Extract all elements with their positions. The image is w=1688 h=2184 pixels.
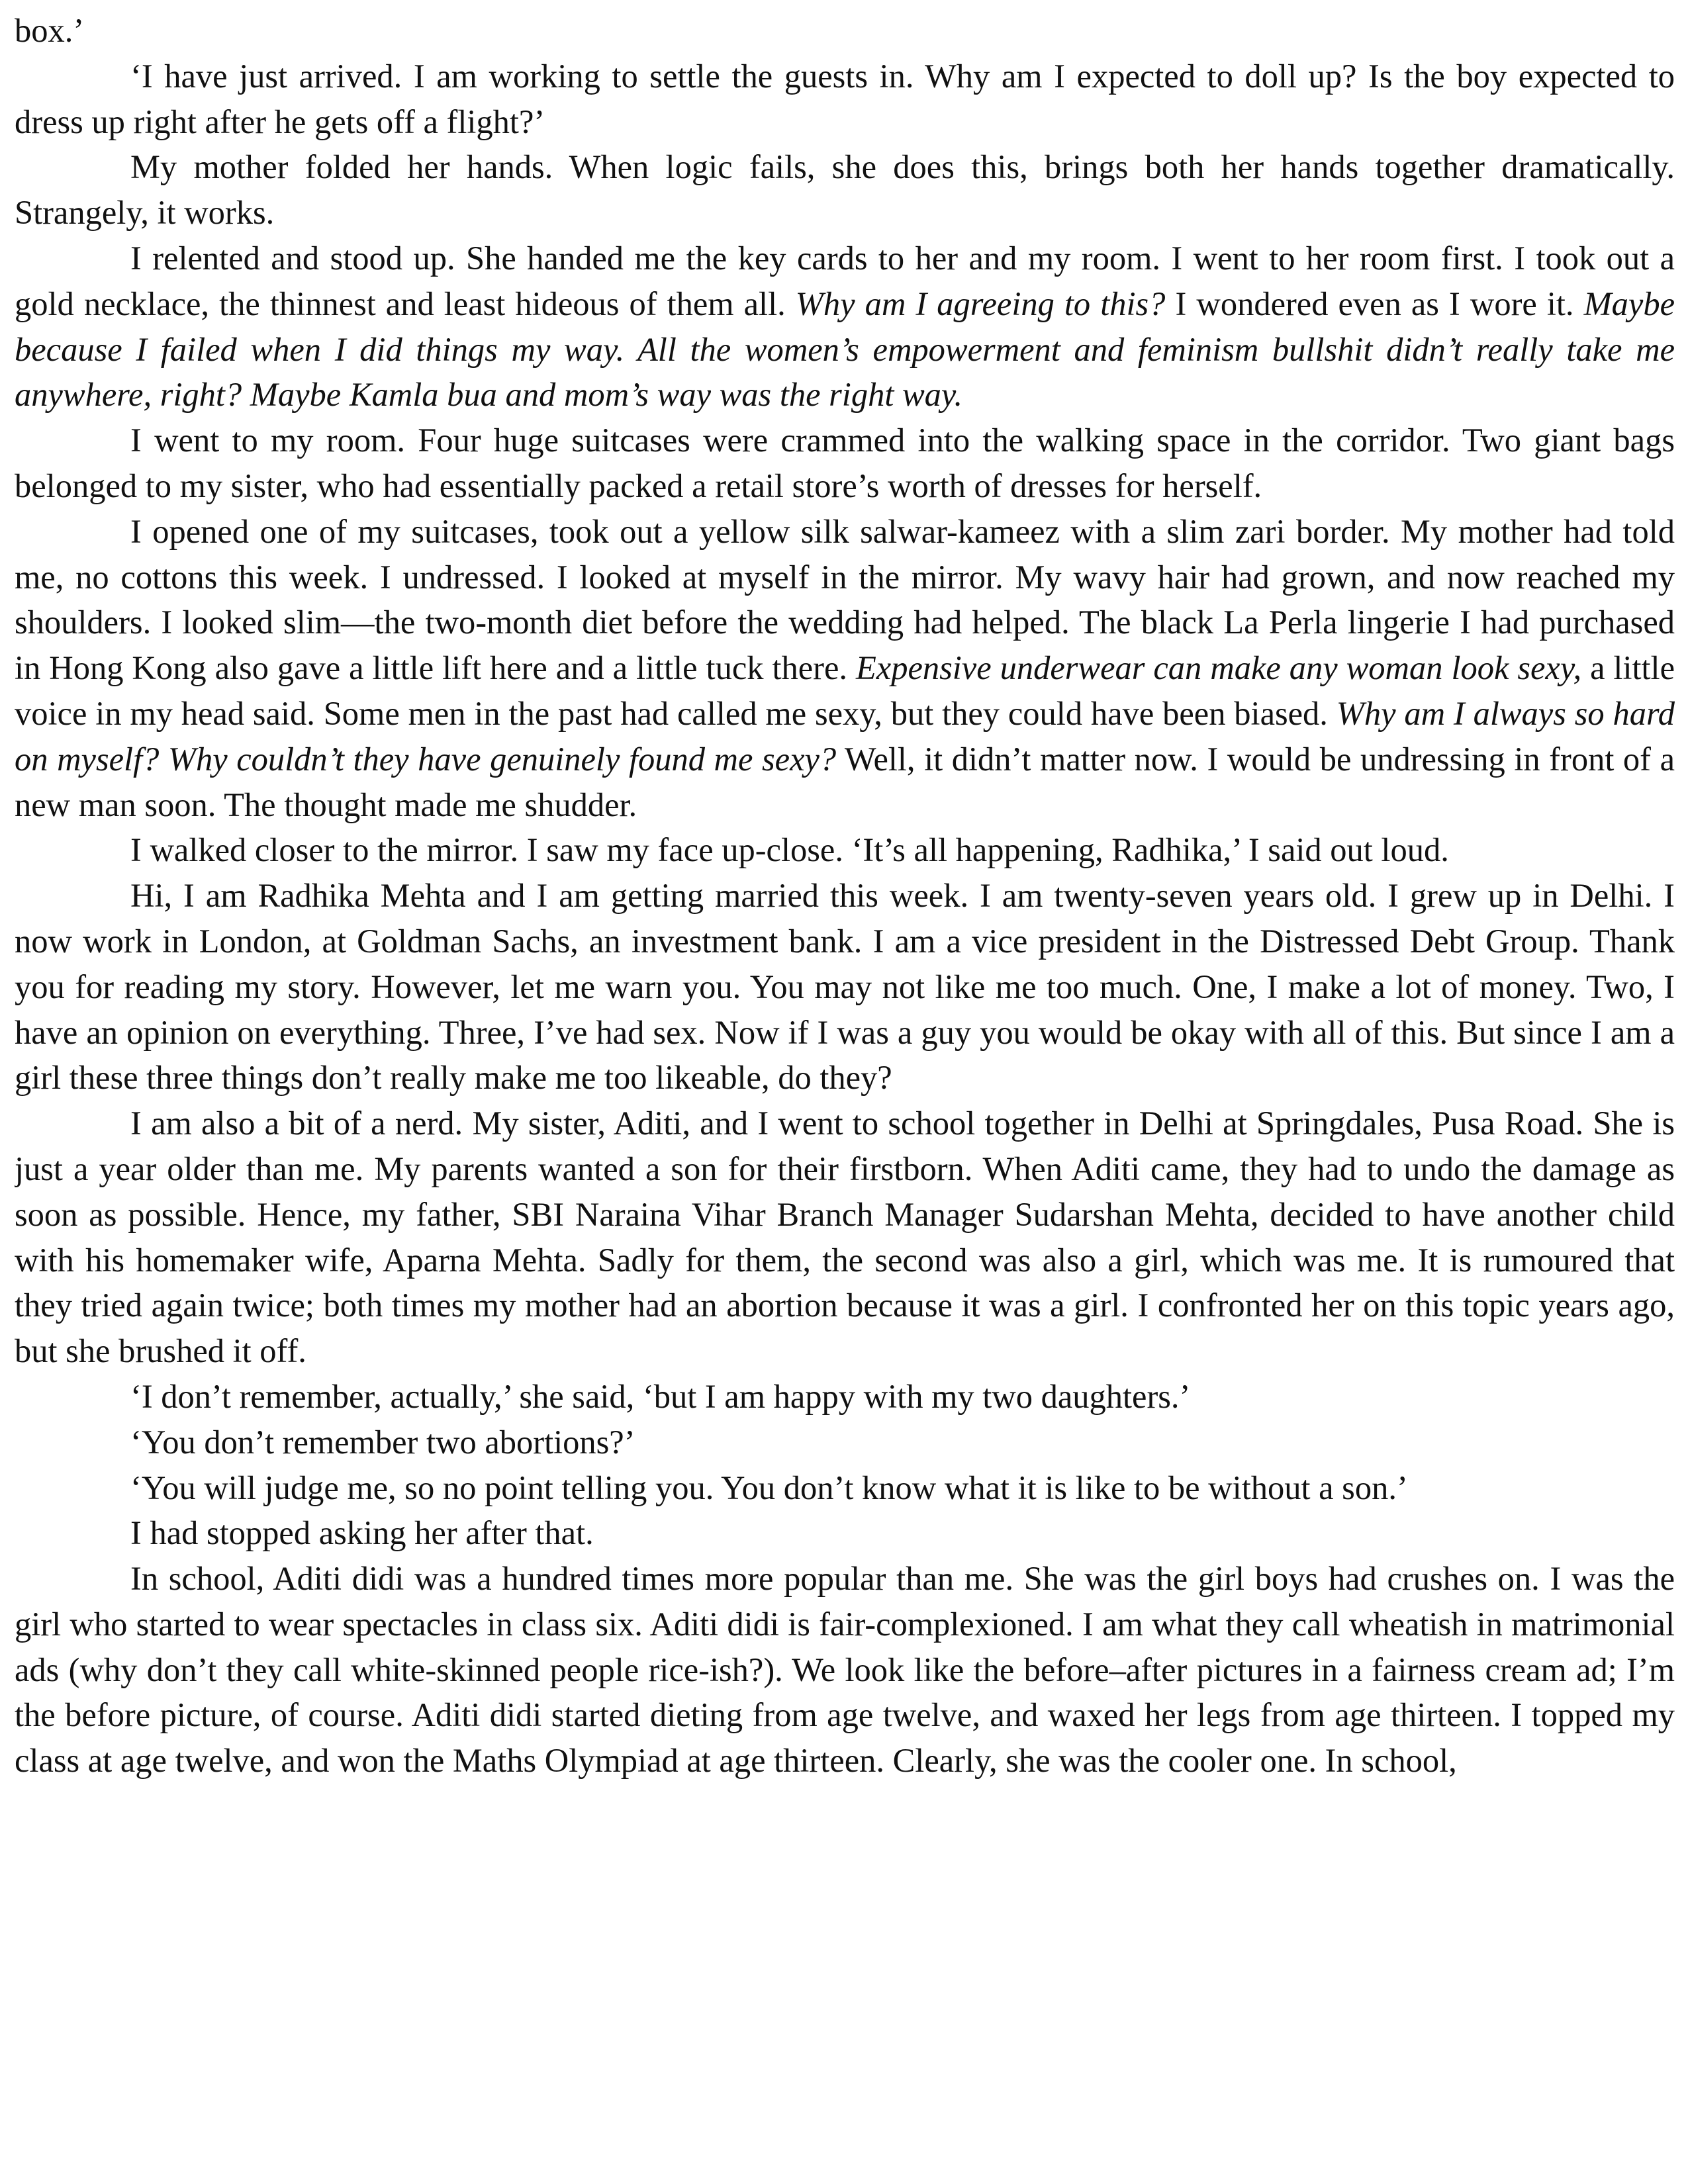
paragraph bbox=[15, 1420, 1675, 1465]
paragraph bbox=[15, 1465, 1675, 1511]
italic-text: Maybe because I failed when I did things my way. All the women’s empowerment and feminism bullshit didn’t really take me anywhere, right? Maybe Kamla bua and mom’s way was the right way. bbox=[15, 285, 1675, 414]
paragraph bbox=[15, 54, 1675, 145]
paragraph bbox=[15, 1101, 1675, 1374]
body-text: I am also a bit of a nerd. My sister, Aditi, and I went to school together in Delhi at Springdales, Pusa Road. She is just a year older than me. My parents wanted a son for their firstborn. When Aditi came, they had to undo the damage as soon as possible. Hence, my father, SBI Naraina Vihar Branch Manager Sudarshan Mehta, decided to have another child with his homemaker wife, Aparna Mehta. Sadly for them, the second was also a girl, which was me. It is rumoured that they tried again twice; both times my mother had an abortion because it was a girl. I confronted her on this topic years ago, but she brushed it off. bbox=[15, 1105, 1675, 1370]
paragraph bbox=[15, 873, 1675, 1101]
body-text: ‘You don’t remember two abortions?’ bbox=[130, 1423, 635, 1461]
paragraph bbox=[15, 418, 1675, 509]
paragraph bbox=[15, 236, 1675, 418]
body-text: I had stopped asking her after that. bbox=[130, 1514, 594, 1552]
body-text: I walked closer to the mirror. I saw my face up-close. ‘It’s all happening, Radhika,’ I said out loud. bbox=[130, 831, 1449, 869]
paragraph bbox=[15, 1374, 1675, 1420]
body-text: a little voice in my head said. Some men in the past had called me sexy, but they could have been biased. bbox=[15, 649, 1675, 732]
body-text: I opened one of my suitcases, took out a yellow silk salwar-kameez with a slim zari border. My mother had told me, no cottons this week. I undressed. I looked at myself in the mirror. My wavy hair had grown, and now reached my shoulders. I looked slim—the two-month diet before the wedding had helped. The black La Perla lingerie I had purchased in Hong Kong also gave a little lift here and a little tuck there. bbox=[15, 512, 1675, 687]
body-text: I went to my room. Four huge suitcases were crammed into the walking space in the corridor. Two giant bags belonged to my sister, who had essentially packed a retail store’s worth of dresses for herself. bbox=[15, 422, 1675, 504]
body-text: box.’ bbox=[15, 12, 85, 49]
paragraph bbox=[15, 509, 1675, 828]
body-text: In school, Aditi didi was a hundred times more popular than me. She was the girl boys had crushes on. I was the girl who started to wear spectacles in class six. Aditi didi is fair-complexioned. I am what they call wheatish in matrimonial ads (why don’t they call white-skinned people rice-ish?). We look like the before–after pictures in a fairness cream ad; I’m the before picture, of course. Aditi didi started dieting from age twelve, and waxed her legs from age thirteen. I topped my class at age twelve, and won the Maths Olympiad at age thirteen. Clearly, she was the cooler one. In school, bbox=[15, 1560, 1675, 1780]
italic-text: Expensive underwear can make any woman look sexy, bbox=[855, 649, 1582, 687]
paragraph bbox=[15, 1510, 1675, 1556]
body-text: ‘I don’t remember, actually,’ she said, ‘but I am happy with my two daughters.’ bbox=[130, 1377, 1191, 1415]
body-text: Hi, I am Radhika Mehta and I am getting married this week. I am twenty-seven years old. I grew up in Delhi. I now work in London, at Goldman Sachs, an investment bank. I am a vice president in the Distressed Debt Group. Thank you for reading my story. However, let me warn you. You may not like me too much. One, I make a lot of money. Two, I have an opinion on everything. Three, I’ve had sex. Now if I was a guy you would be okay with all of this. But since I am a girl these three things don’t really make me too likeable, do they? bbox=[15, 877, 1675, 1097]
italic-text: Why am I always so hard on myself? Why couldn’t they have genuinely found me sexy? bbox=[15, 694, 1675, 778]
paragraph bbox=[15, 144, 1675, 236]
body-text: I relented and stood up. She handed me the key cards to her and my room. I went to her room first. I took out a gold necklace, the thinnest and least hideous of them all. bbox=[15, 239, 1675, 322]
body-text: I wondered even as I wore it. bbox=[1165, 285, 1584, 322]
body-text: Well, it didn’t matter now. I would be undressing in front of a new man soon. The thought made me shudder. bbox=[15, 740, 1675, 823]
book-page bbox=[15, 8, 1675, 2179]
paragraph bbox=[15, 827, 1675, 873]
body-text: ‘You will judge me, so no point telling you. You don’t know what it is like to be without a son.’ bbox=[130, 1469, 1408, 1506]
paragraph bbox=[15, 1556, 1675, 1784]
italic-text: Why am I agreeing to this? bbox=[795, 285, 1166, 322]
body-text: My mother folded her hands. When logic fails, she does this, brings both her hands together dramatically. Strangely, it works. bbox=[15, 148, 1675, 232]
paragraph bbox=[15, 8, 1675, 54]
body-text: ‘I have just arrived. I am working to settle the guests in. Why am I expected to doll up? Is the boy expected to dress up right after he gets off a flight?’ bbox=[15, 57, 1675, 140]
